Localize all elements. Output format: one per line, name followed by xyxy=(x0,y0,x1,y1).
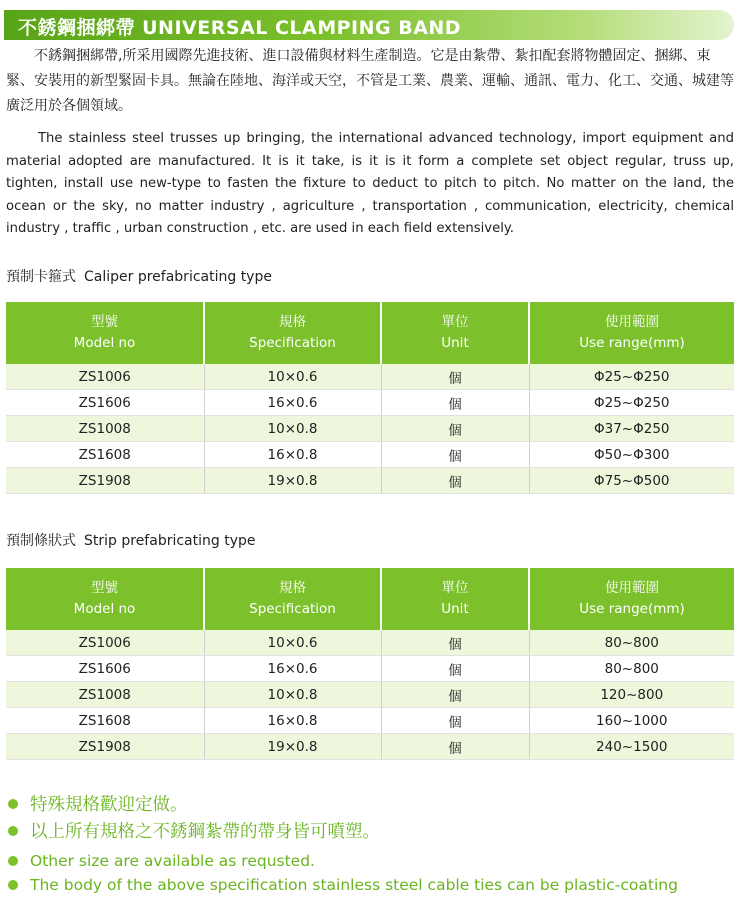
cell-model: ZS1908 xyxy=(6,734,204,760)
cell-model: ZS1006 xyxy=(6,630,204,656)
notes-list xyxy=(8,790,736,897)
bullet-dot-icon xyxy=(8,880,18,890)
table-row xyxy=(6,364,734,390)
caliper-title-cn: 預制卡箍式 xyxy=(6,269,76,285)
header-unit: 單位 Unit xyxy=(381,568,529,630)
cell-range: 240~1500 xyxy=(529,734,734,760)
table-row xyxy=(6,682,734,708)
cell-range: Φ75~Φ500 xyxy=(529,468,734,494)
caliper-title-en: Caliper prefabricating type xyxy=(84,269,272,285)
list-item: 以上所有規格之不銹鋼紮帶的帶身皆可噴塑。 xyxy=(8,817,736,844)
cell-unit: 個 xyxy=(381,442,529,468)
bullet-dot-icon xyxy=(8,856,18,866)
intro-english: The stainless steel trusses up bringing, the international advanced technology, import equipment and material adopted are manufactured. It is it take, is it is it form a complete set object regular, truss up, tighten, install use new-type to fasten the fixture to deduct to pitch to pitch. No matter on the land, the ocean or the sky, no matter industry , agriculture , transportation , communication, electricity, chemical industry , traffic , urban construction , etc. are used in each field extensively. xyxy=(6,131,734,236)
header-specification: 規格 Specification xyxy=(204,568,381,630)
cell-model: ZS1908 xyxy=(6,468,204,494)
cell-spec: 19×0.8 xyxy=(204,734,381,760)
cell-spec: 10×0.6 xyxy=(204,630,381,656)
bullet-dot-icon xyxy=(8,799,18,809)
strip-title-en: Strip prefabricating type xyxy=(84,533,256,549)
cell-unit: 個 xyxy=(381,656,529,682)
cell-spec: 16×0.8 xyxy=(204,442,381,468)
strip-table xyxy=(6,568,734,760)
header-model: 型號 Model no xyxy=(6,568,204,630)
caliper-section-title xyxy=(6,266,272,286)
cell-range: 160~1000 xyxy=(529,708,734,734)
cell-model: ZS1606 xyxy=(6,656,204,682)
cell-model: ZS1608 xyxy=(6,442,204,468)
caliper-table xyxy=(6,302,734,494)
title-bar xyxy=(4,10,734,40)
cell-spec: 16×0.8 xyxy=(204,708,381,734)
cell-model: ZS1008 xyxy=(6,416,204,442)
cell-spec: 10×0.8 xyxy=(204,682,381,708)
table-row xyxy=(6,734,734,760)
table-row xyxy=(6,708,734,734)
cell-unit: 個 xyxy=(381,416,529,442)
cell-spec: 16×0.6 xyxy=(204,656,381,682)
cell-range: Φ37~Φ250 xyxy=(529,416,734,442)
table-row xyxy=(6,630,734,656)
cell-unit: 個 xyxy=(381,630,529,656)
bullet-dot-icon xyxy=(8,826,18,836)
cell-spec: 16×0.6 xyxy=(204,390,381,416)
table-row xyxy=(6,416,734,442)
cell-range: 120~800 xyxy=(529,682,734,708)
header-model: 型號 Model no xyxy=(6,302,204,364)
cell-spec: 10×0.6 xyxy=(204,364,381,390)
table-row xyxy=(6,390,734,416)
cell-unit: 個 xyxy=(381,708,529,734)
strip-title-cn: 預制條狀式 xyxy=(6,533,76,549)
header-specification: 規格 Specification xyxy=(204,302,381,364)
list-item: 特殊規格歡迎定做。 xyxy=(8,790,736,817)
cell-range: Φ25~Φ250 xyxy=(529,390,734,416)
page-title: 不銹鋼捆綁帶 UNIVERSAL CLAMPING BAND xyxy=(18,17,462,39)
cell-unit: 個 xyxy=(381,682,529,708)
header-use-range: 使用範圍 Use range(mm) xyxy=(529,302,734,364)
cell-model: ZS1606 xyxy=(6,390,204,416)
cell-model: ZS1608 xyxy=(6,708,204,734)
cell-model: ZS1008 xyxy=(6,682,204,708)
strip-table-header xyxy=(6,568,734,630)
cell-range: 80~800 xyxy=(529,630,734,656)
strip-section-title xyxy=(6,530,256,550)
table-row xyxy=(6,656,734,682)
caliper-table-header xyxy=(6,302,734,364)
cell-spec: 10×0.8 xyxy=(204,416,381,442)
list-item: The body of the above specification stainless steel cable ties can be plastic-coating xyxy=(8,873,736,897)
table-row xyxy=(6,468,734,494)
cell-range: Φ25~Φ250 xyxy=(529,364,734,390)
cell-unit: 個 xyxy=(381,390,529,416)
cell-spec: 19×0.8 xyxy=(204,468,381,494)
header-use-range: 使用範圍 Use range(mm) xyxy=(529,568,734,630)
cell-unit: 個 xyxy=(381,734,529,760)
header-unit: 單位 Unit xyxy=(381,302,529,364)
intro-chinese: 不銹鋼捆綁帶,所采用國際先進技術、進口設備與材料生產制造。它是由紮帶、紮扣配套將物體固定、捆綁、束緊、安裝用的新型緊固卡具。無論在陸地、海洋或天空，不管是工業、農業、運輸、通訊、電力、化工、交通、城建等廣泛用於各個領域。 xyxy=(6,48,734,114)
cell-model: ZS1006 xyxy=(6,364,204,390)
list-item: Other size are available as requsted. xyxy=(8,849,736,873)
cell-unit: 個 xyxy=(381,468,529,494)
cell-range: 80~800 xyxy=(529,656,734,682)
cell-range: Φ50~Φ300 xyxy=(529,442,734,468)
table-row xyxy=(6,442,734,468)
cell-unit: 個 xyxy=(381,364,529,390)
